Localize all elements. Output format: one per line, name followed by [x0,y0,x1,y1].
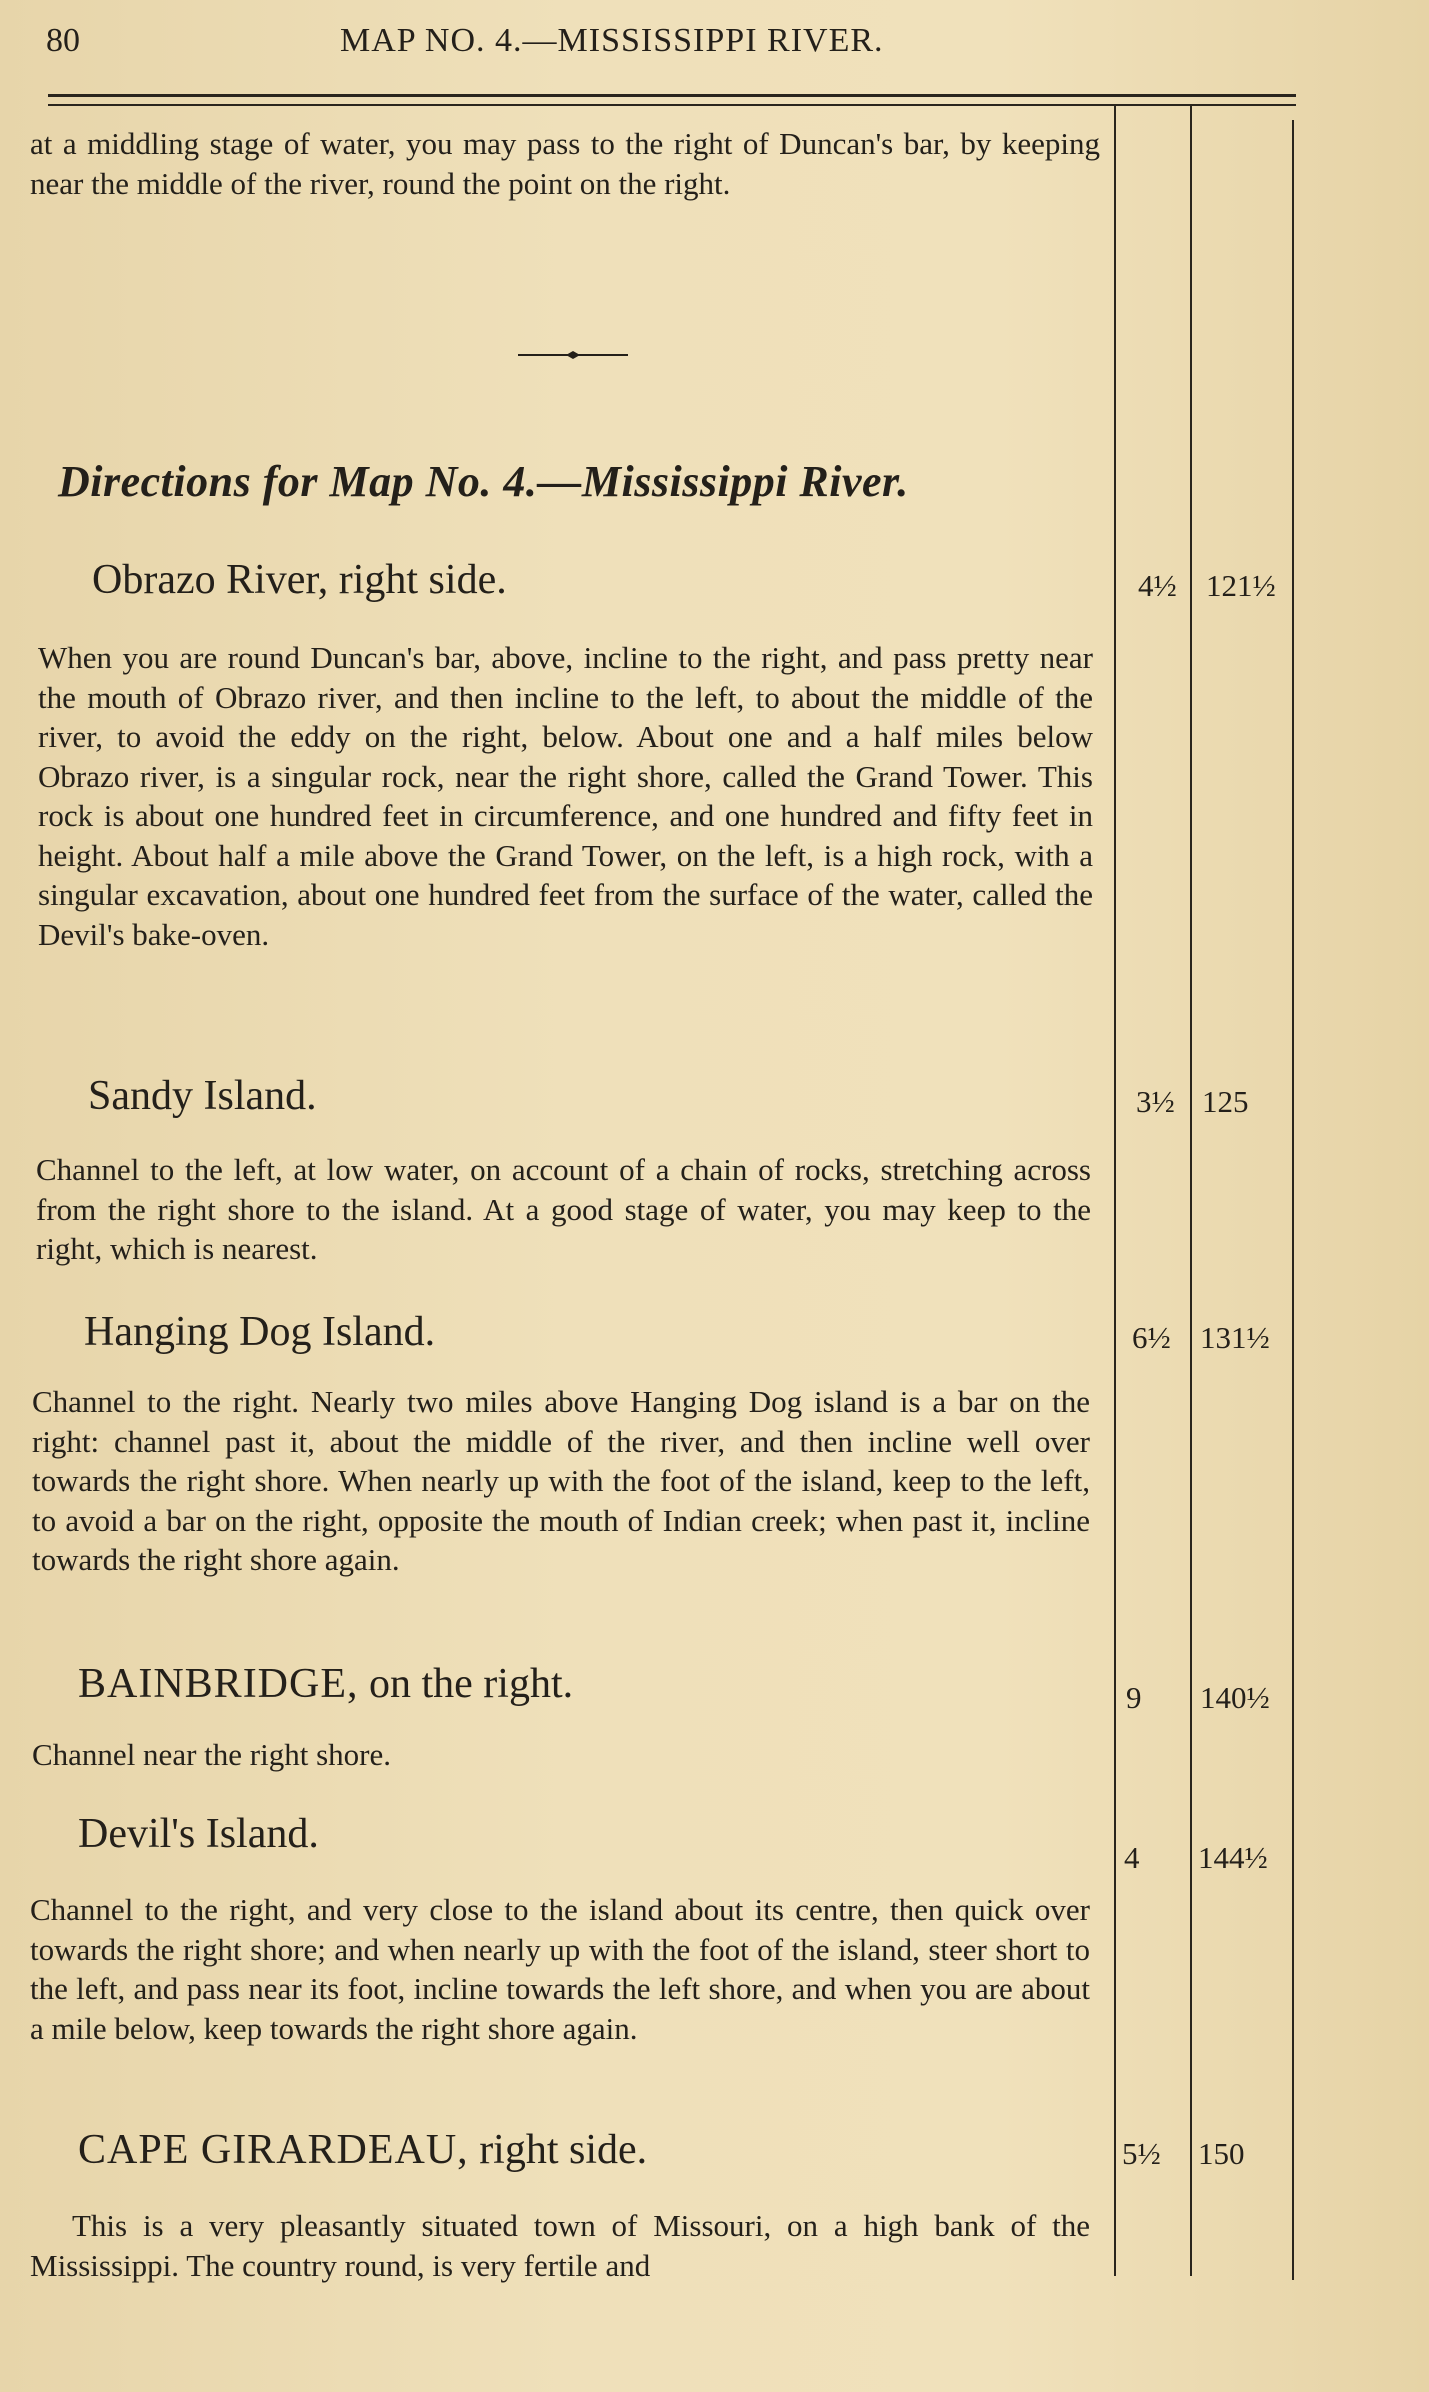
entry-text: Channel to the left, at low water, on account of a chain of rocks, stretching across from the right shore to the island. At a good stage of water, you may keep to the right, which is nearest. [36,1152,1091,1266]
entry-text: Channel to the right. Nearly two miles above Hanging Dog island is a bar on the right: channel past it, about the middle of the river, and then incline well over towards the right shore. When nearly up with the foot of the island, keep to the left, to avoid a bar on the right, opposite the mouth of Indian creek; when past it, incline towards the right shore again. [32,1384,1090,1577]
total-value: 125 [1202,1084,1249,1119]
page-number: 80 [46,22,80,59]
total-value: 144½ [1198,1840,1268,1875]
entry-text: Channel to the right, and very close to the island about its centre, then quick over towards the right shore; and when nearly up with the foot of the island, steer short to the left, and pass near its foot, incline towards the left shore, and when you are about a mile below, keep towards the right shore again. [30,1892,1090,2046]
distance-value: 5½ [1122,2136,1161,2171]
entry-heading: Obrazo River, right side. [92,557,507,603]
section-title: Directions for Map No. 4.—Mississippi River. [58,457,909,506]
total-value: 140½ [1200,1680,1270,1715]
total-value: 131½ [1200,1320,1270,1355]
column-rule-left [1114,106,1116,2276]
distance-value: 4 [1124,1840,1140,1875]
intro-paragraph: at a middling stage of water, you may pass to the right of Duncan's bar, by keeping near the middle of the river, round the point on the right. [30,126,1100,201]
column-rule-right [1292,120,1294,2280]
header-rule [48,94,1296,97]
distance-value: 6½ [1132,1320,1171,1355]
entry-heading: Hanging Dog Island. [84,1309,436,1355]
entry-heading [78,1660,573,1708]
entry-text: Channel near the right shore. [32,1737,391,1772]
distance-value: 9 [1126,1680,1142,1715]
ornament-divider [518,350,628,360]
column-rule-middle [1190,106,1192,2276]
total-value: 121½ [1206,568,1276,603]
entry-text: When you are round Duncan's bar, above, incline to the right, and pass pretty near the mouth of Obrazo river, and then incline to the left, to about the middle of the river, to avoid the eddy on the right, below. About one and a half miles below Obrazo river, is a singular rock, near the right shore, called the Grand Tower. This rock is about one hundred feet in circumference, and one hundred and fifty feet in height. About half a mile above the Grand Tower, on the left, is a high rock, with a singular excavation, about one hundred feet from the surface of the water, called the Devil's bake-oven. [38,640,1093,952]
entry-text: This is a very pleasantly situated town of Missouri, on a high bank of the Mississippi. The country round, is very fertile and [30,2208,1090,2283]
entry-heading-rest: on the right. [358,1661,574,1707]
entry-heading: Devil's Island. [78,1811,319,1857]
entry-heading-caps: BAINBRIDGE, [78,1661,359,1707]
entry-heading-rest: right side. [468,2127,648,2173]
distance-value: 4½ [1138,568,1177,603]
entry-heading: Sandy Island. [88,1073,317,1119]
header-rule-thin [48,104,1296,106]
total-value: 150 [1198,2136,1245,2171]
entry-heading-caps: CAPE GIRARDEAU, [78,2127,469,2173]
running-title: MAP NO. 4.—MISSISSIPPI RIVER. [340,22,884,59]
distance-value: 3½ [1136,1084,1175,1119]
entry-heading [78,2126,647,2174]
